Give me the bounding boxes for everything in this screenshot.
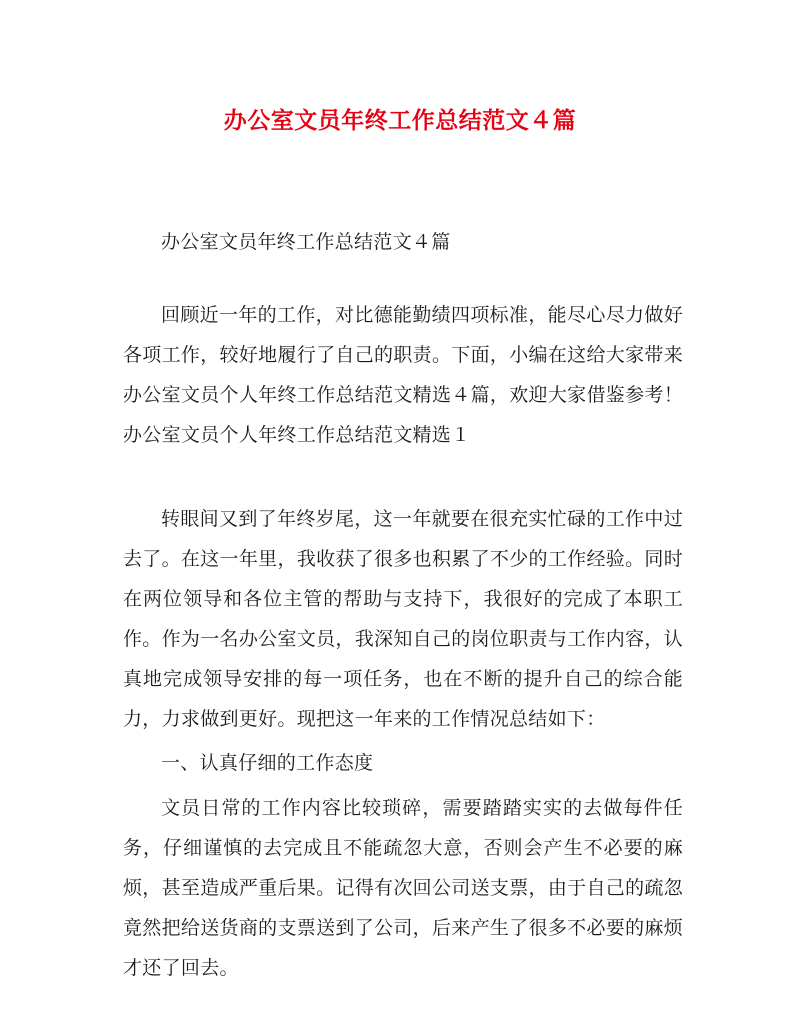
intro-paragraph: 回顾近一年的工作，对比德能勤绩四项标准，能尽心尽力做好各项工作，较好地履行了自己的职责。下面，小编在这给大家带来办公室文员个人年终工作总结范文精选４篇，欢迎大家借鉴参考！ 办公室文员个人年终工作总结范文精选１ xyxy=(123,304,722,446)
section-heading: 一、认真仔细的工作态度 xyxy=(161,752,374,774)
document-subtitle: 办公室文员年终工作总结范文４篇 xyxy=(161,231,451,253)
body-paragraph: 文员日常的工作内容比较琐碎，需要踏踏实实的去做每件任务，仔细谨慎的去完成且不能疏忽大意，否则会产生不必要的麻烦，甚至造成严重后果。记得有次回公司送支票，由于自己的疏忽竟然把给送货商的支票送到了公司，后来产生了很多不必要的麻烦才还了回去。 xyxy=(123,797,683,979)
body-paragraph: 转眼间又到了年终岁尾，这一年就要在很充实忙碌的工作中过去了。在这一年里，我收获了很多也积累了不少的工作经验。同时在两位领导和各位主管的帮助与支持下，我很好的完成了本职工作。作为一名办公室文员，我深知自己的岗位职责与工作内容，认真地完成领导安排的每一项任务，也在不断的提升自己的综合能力，力求做到更好。现把这一年来的工作情况总结如下： xyxy=(123,508,683,730)
document-title: 办公室文员年终工作总结范文４篇 xyxy=(223,107,577,134)
